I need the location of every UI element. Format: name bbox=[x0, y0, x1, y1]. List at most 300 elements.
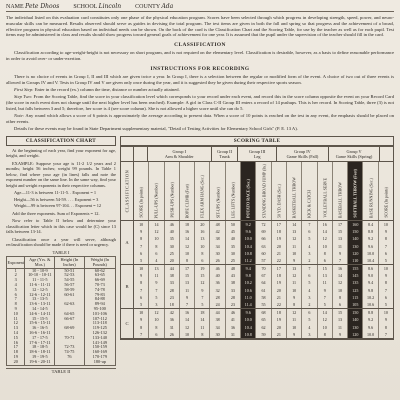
score-cell: 7 bbox=[302, 265, 317, 272]
score-cell: 110 bbox=[348, 257, 363, 264]
score-cell: 7 bbox=[384, 243, 387, 249]
score-cell: 7 bbox=[134, 331, 149, 338]
chart-p2: EXAMPLE: Suppose your age is 11-2 1/2 years and 2 months; height 56 inches; weight 99 pounds. In Table 1 below, find where your age (in lines) falls and note the exponent number on the same line. In the same way, find your height and weight exponents in their respective columns. bbox=[6, 160, 116, 188]
weight-cell: 79-83 bbox=[84, 293, 115, 298]
score-cell: 7 bbox=[333, 257, 348, 264]
score-cell: 65 bbox=[256, 316, 271, 323]
score-cell: 6 bbox=[149, 250, 164, 257]
score-cell: 10.2 bbox=[241, 279, 256, 286]
score-cell: 10 bbox=[287, 287, 302, 294]
score-cell: 8.8 bbox=[363, 309, 378, 316]
score-cell: 10 bbox=[333, 287, 348, 294]
score-cell: 23 bbox=[165, 294, 180, 301]
score-cell: 11 bbox=[333, 243, 348, 250]
column-header-2 bbox=[149, 162, 164, 220]
score-cell: 10 bbox=[134, 265, 149, 272]
score-cell: 9 bbox=[287, 294, 302, 301]
score-cell: 13 bbox=[318, 272, 333, 279]
column-header-label: STANDING BROAD JUMP (In.) bbox=[261, 163, 267, 218]
exponent-cell: 2 bbox=[7, 273, 25, 278]
score-cell: 11 bbox=[287, 316, 302, 323]
score-cell: 8 bbox=[195, 331, 210, 338]
weight-cell: 107-112 bbox=[84, 317, 115, 322]
score-cell: 10.8 bbox=[241, 250, 256, 257]
score-cell: 70 bbox=[256, 265, 271, 272]
score-cell: 10 bbox=[287, 324, 302, 331]
scoring-table-heading: SCORING TABLE bbox=[120, 136, 394, 146]
column-header-15 bbox=[348, 162, 363, 220]
score-cell: 9 bbox=[384, 273, 387, 279]
score-cell: 40 bbox=[210, 272, 225, 279]
score-cell: 18 bbox=[180, 221, 195, 228]
weight-cell: 84-88 bbox=[84, 297, 115, 302]
score-cell: 30 bbox=[210, 250, 225, 257]
score-cell: 30 bbox=[165, 243, 180, 250]
exponent-cell: 14 bbox=[7, 331, 25, 336]
score-cell: 11 bbox=[333, 324, 348, 331]
score-cell: 38 bbox=[210, 316, 225, 323]
score-cell: 10.6 bbox=[363, 301, 378, 308]
score-cell: 10 bbox=[149, 235, 164, 242]
group-row-spacer bbox=[121, 147, 134, 161]
exponent-cell: 13 bbox=[7, 326, 25, 331]
weight-cell: 101-106 bbox=[84, 312, 115, 317]
exponent-cell: 12 bbox=[7, 321, 25, 326]
column-header-16 bbox=[363, 162, 378, 220]
score-cell: 140 bbox=[348, 316, 363, 323]
score-cell: 10 bbox=[195, 243, 210, 250]
score-cell: 13 bbox=[333, 235, 348, 242]
exponent-cell: 11 bbox=[7, 317, 25, 322]
height-cell: 50-51 bbox=[55, 268, 84, 273]
score-cell: 17 bbox=[272, 221, 287, 228]
score-cell: 9.6 bbox=[363, 324, 378, 331]
score-cell: 6 bbox=[195, 257, 210, 264]
score-cell: 10 bbox=[383, 266, 388, 272]
score-cell: 10 bbox=[318, 243, 333, 250]
score-cell: 69 bbox=[256, 228, 271, 235]
score-cell: 18 bbox=[272, 228, 287, 235]
exponent-cell: 5 bbox=[7, 288, 25, 293]
score-cell: 7 bbox=[384, 331, 387, 337]
score-cell: 10 bbox=[287, 250, 302, 257]
score-cell: 8 bbox=[134, 235, 149, 242]
score-cell: 21 bbox=[272, 250, 287, 257]
score-cell: 9.8 bbox=[363, 287, 378, 294]
age-cell: 18-6 - 18-11 bbox=[25, 350, 55, 355]
score-cell: 19 bbox=[195, 265, 210, 272]
score-cell: 11 bbox=[195, 324, 210, 331]
score-cell: 32 bbox=[210, 287, 225, 294]
weight-cell: 60-62 bbox=[84, 268, 115, 273]
score-cell: 15 bbox=[195, 272, 210, 279]
score-cell: 135 bbox=[348, 279, 363, 286]
age-cell: 17-6 - 17-11 bbox=[25, 341, 55, 346]
score-row bbox=[134, 324, 393, 331]
column-header-14 bbox=[333, 162, 348, 220]
column-header-1 bbox=[134, 162, 149, 220]
score-cell: 12 bbox=[287, 235, 302, 242]
score-cell: 115 bbox=[348, 294, 363, 301]
score-cell: 25 bbox=[226, 257, 241, 264]
score-cell: 9 bbox=[134, 316, 149, 323]
score-cell: 43 bbox=[226, 272, 241, 279]
score-cell: 12 bbox=[287, 272, 302, 279]
table1-title: TABLE I bbox=[52, 249, 70, 255]
exponent-col-header: Exponent bbox=[7, 256, 25, 268]
weight-cell: 113-118 bbox=[84, 321, 115, 326]
score-cell: 14 bbox=[180, 316, 195, 323]
score-cell: 34 bbox=[210, 324, 225, 331]
note-label: Note: bbox=[14, 113, 25, 119]
score-cell: 16 bbox=[318, 221, 333, 228]
score-cell: 38 bbox=[210, 235, 225, 242]
group-score-spacer bbox=[134, 147, 148, 161]
score-cell: 9.8 bbox=[241, 272, 256, 279]
score-cell: 8 bbox=[384, 280, 387, 286]
column-header-13 bbox=[318, 162, 333, 220]
score-cell: 6 bbox=[302, 309, 317, 316]
score-cell: 22 bbox=[272, 301, 287, 308]
score-cell: 33 bbox=[165, 279, 180, 286]
instructions-p2 bbox=[6, 87, 394, 93]
age-cell: 12-6 - 12-11 bbox=[25, 293, 55, 298]
score-cell: 57 bbox=[256, 257, 271, 264]
score-cell: 8 bbox=[287, 301, 302, 308]
score-row bbox=[134, 228, 393, 235]
score-cell: 130 bbox=[348, 243, 363, 250]
weight-cell: 63-65 bbox=[84, 273, 115, 278]
score-cell: 14 bbox=[333, 272, 348, 279]
age-cell: 11 - 11-5 bbox=[25, 278, 55, 283]
score-cell: 10 bbox=[318, 324, 333, 331]
score-cell: 7 bbox=[149, 287, 164, 294]
score-cell: 60 bbox=[256, 250, 271, 257]
score-cell: 46 bbox=[210, 265, 225, 272]
column-header-label: PUSH-UPS (Number) bbox=[169, 182, 175, 218]
column-header-row bbox=[121, 162, 393, 221]
score-cell: 9 bbox=[287, 257, 302, 264]
column-header-9 bbox=[256, 162, 271, 220]
score-cell: 9.4 bbox=[363, 279, 378, 286]
column-header-label: ROPE CLIMB (Feet) bbox=[184, 183, 190, 218]
score-cell: 140 bbox=[348, 235, 363, 242]
age-cell: 10-10 - 10-11 bbox=[25, 273, 55, 278]
class-letter: A bbox=[121, 221, 134, 264]
score-cell: 20 bbox=[272, 287, 287, 294]
score-cell: 150 bbox=[348, 228, 363, 235]
score-cell: 20 bbox=[272, 243, 287, 250]
age-cell: 19-6 - 20-11 bbox=[25, 360, 55, 365]
score-cell: 5 bbox=[134, 301, 149, 308]
score-cell: 13 bbox=[287, 228, 302, 235]
score-cell: 5 bbox=[318, 301, 333, 308]
score-cell: 6 bbox=[384, 250, 387, 256]
score-row bbox=[134, 272, 393, 279]
step-two-text: From the Scoring Table, find the score in your classification level which corresponds to your record under each event, and record this in the score column opposite the event on your Record Card (the score in each event does not change until the next higher level has been reached). Example: A girl in Class C-II Group III enters a record of 14 pushups. This is her record. In Scoring Table, three (3) is not listed, but falls between 3 and 5; therefore, her score is 4 (see score column). She is not allowed a higher score until she can do 5. bbox=[6, 94, 394, 111]
score-cell: 14 bbox=[318, 309, 333, 316]
exponent-cell: 17 bbox=[7, 345, 25, 350]
score-cell: 7 bbox=[384, 287, 387, 293]
score-cell: 13 bbox=[333, 316, 348, 323]
score-cell: 15 bbox=[180, 272, 195, 279]
height-cell: 62-63 bbox=[55, 302, 84, 307]
score-cell: 44 bbox=[165, 265, 180, 272]
example-height: Height—56 is between 54-59. . . . Exponent = 3 bbox=[14, 196, 99, 202]
height-cell: 74-75 bbox=[55, 350, 84, 355]
score-cell: 12 bbox=[318, 235, 333, 242]
score-cell: 10.6 bbox=[241, 287, 256, 294]
chart-p3: Add the three exponents. Sum of Exponents = 12. bbox=[12, 210, 100, 216]
score-cell: 10.4 bbox=[241, 243, 256, 250]
score-cell: 8 bbox=[134, 324, 149, 331]
score-cell: 5 bbox=[149, 294, 164, 301]
school-value: Lincoln bbox=[98, 3, 122, 10]
weight-cell: 150-159 bbox=[84, 345, 115, 350]
score-row bbox=[134, 265, 393, 272]
score-cell: 150 bbox=[348, 309, 363, 316]
score-cell: 13 bbox=[195, 235, 210, 242]
score-cell: 10 bbox=[134, 309, 149, 316]
score-cell: 105 bbox=[348, 301, 363, 308]
weight-cell: 180-up bbox=[84, 360, 115, 365]
score-cell: 66 bbox=[256, 235, 271, 242]
age-cell: 13 - 13-5 bbox=[25, 297, 55, 302]
exponent-cell: 18 bbox=[7, 350, 25, 355]
instructions-p1: There is no choice of events in Group I, II and III which are given twice a year. In Group I, there is a selection between the regular or modified form of the event. A choice of two out of three events is allowed in Groups IV and V. Tests in Group IV and V are given only once during the year, and it is suggested they be given during their respective sports season. bbox=[6, 73, 394, 85]
score-cell: 145 bbox=[348, 272, 363, 279]
column-header-label: POTATO RACE (Sec.) bbox=[245, 178, 251, 218]
score-cell: 41 bbox=[226, 316, 241, 323]
score-cell: 9 bbox=[134, 272, 149, 279]
score-cell: 7 bbox=[302, 221, 317, 228]
score-cell: 3 bbox=[302, 294, 317, 301]
weight-cell: 119-125 bbox=[84, 326, 115, 331]
weight-cell: 141-149 bbox=[84, 341, 115, 346]
score-cell: 12 bbox=[318, 316, 333, 323]
score-row bbox=[134, 294, 393, 301]
column-header-label: SCORE (In points) bbox=[138, 187, 144, 218]
score-cell: 33 bbox=[226, 287, 241, 294]
score-cell: 8 bbox=[149, 324, 164, 331]
class-block-a bbox=[121, 221, 393, 265]
score-cell: 9 bbox=[134, 228, 149, 235]
score-cell: 9 bbox=[195, 287, 210, 294]
score-cell: 18 bbox=[272, 309, 287, 316]
score-cell: 11 bbox=[318, 279, 333, 286]
score-cell: 17 bbox=[333, 221, 348, 228]
score-cell: 6 bbox=[302, 272, 317, 279]
score-cell: 40 bbox=[165, 228, 180, 235]
score-cell: 7 bbox=[180, 301, 195, 308]
exponent-cell: 9 bbox=[7, 307, 25, 312]
score-cell: 8 bbox=[195, 250, 210, 257]
height-cell: 66-67 bbox=[55, 317, 84, 322]
score-cell: 6 bbox=[318, 257, 333, 264]
score-cell: 125 bbox=[348, 287, 363, 294]
county-field bbox=[135, 3, 173, 11]
score-cell: 26 bbox=[210, 257, 225, 264]
column-header-label: BASEBALL THROW bbox=[337, 181, 343, 218]
score-cell: 8.6 bbox=[363, 265, 378, 272]
weight-cell: 126-132 bbox=[84, 331, 115, 336]
score-cell: 45 bbox=[226, 228, 241, 235]
score-cell: 9 bbox=[333, 331, 348, 338]
score-cell: 19 bbox=[272, 279, 287, 286]
exponent-table bbox=[6, 256, 116, 366]
score-cell: 31 bbox=[226, 331, 241, 338]
score-cell: 12 bbox=[180, 324, 195, 331]
score-cell: 10 bbox=[134, 221, 149, 228]
column-header-label: FLEX ARM HANG (Sec.) bbox=[199, 175, 205, 218]
name-label: NAME bbox=[6, 4, 24, 10]
score-cell: 9 bbox=[384, 317, 387, 323]
intro-paragraph: The individual listed on this evaluation card constitutes only one phase of the physical education program. Scores have been selected through which progress in developing strength, speed, power, and neuro-muscular skills can be measured. Results observed should serve as guides in devising the total program. The test items are given in both the fall and spring so that progress and the achievement of a broad, effective program in physical education based on individual needs can be shown. On the back of the card is the Classification Chart and the Scoring Table, for use by the teacher as well as for each pupil. Test items may be administered in class and results should show progress toward general goals of achievement for one year. It is assumed that the pupil under the supervision of the teacher should fill in the card. bbox=[6, 15, 394, 38]
group-header-row bbox=[121, 147, 393, 162]
score-cell: 36 bbox=[210, 279, 225, 286]
score-cell: 11 bbox=[149, 272, 164, 279]
score-cell: 11 bbox=[287, 279, 302, 286]
group-score-spacer-right bbox=[380, 147, 393, 161]
score-cell: 34 bbox=[210, 243, 225, 250]
name-field bbox=[6, 3, 59, 11]
score-cell: 10.8 bbox=[241, 331, 256, 338]
instructions-p3 bbox=[6, 94, 394, 111]
score-cell: 42 bbox=[210, 228, 225, 235]
exponent-cell: 8 bbox=[7, 302, 25, 307]
exponent-cell: 16 bbox=[7, 341, 25, 346]
column-header-7 bbox=[226, 162, 241, 220]
column-header-5 bbox=[195, 162, 210, 220]
score-cell: 12 bbox=[180, 243, 195, 250]
bottom-columns bbox=[6, 136, 394, 374]
score-cell: 15 bbox=[318, 265, 333, 272]
score-cell: 6 bbox=[134, 250, 149, 257]
height-cell: 72-73 bbox=[55, 345, 84, 350]
score-cell: 5 bbox=[302, 235, 317, 242]
score-cell: 10.0 bbox=[363, 250, 378, 257]
score-cell: 18 bbox=[165, 301, 180, 308]
score-cell: 6 bbox=[134, 294, 149, 301]
score-cell: 44 bbox=[210, 309, 225, 316]
score-cell: 59 bbox=[256, 331, 271, 338]
score-cell: 15 bbox=[333, 228, 348, 235]
score-rows bbox=[121, 221, 393, 339]
score-cell: 42 bbox=[165, 309, 180, 316]
exponent-cell: 4 bbox=[7, 283, 25, 288]
score-cell: 9 bbox=[149, 279, 164, 286]
column-header-label: SIT-UPS (Number) bbox=[215, 186, 221, 218]
score-cell: 8 bbox=[384, 324, 387, 330]
score-cell: 5 bbox=[384, 257, 387, 263]
score-cell: 10.2 bbox=[363, 294, 378, 301]
instructions-p5: Details for these events may be found in State Department supplementary material, "Detail of Testing Activities for Elementary School Girls" (P. E. 13 A). bbox=[14, 126, 298, 132]
age-cell: 15-6 - 15-11 bbox=[25, 321, 55, 326]
score-row bbox=[134, 287, 393, 294]
score-cell: 20 bbox=[272, 324, 287, 331]
column-header-label: LEG LIFTS (Number) bbox=[230, 181, 236, 218]
weight-cell: 160-169 bbox=[84, 350, 115, 355]
score-cell: 10 bbox=[149, 316, 164, 323]
height-cell: 76 bbox=[55, 355, 84, 360]
classification-heading: CLASSIFICATION bbox=[174, 42, 226, 49]
score-cell: 36 bbox=[165, 316, 180, 323]
score-cell: 10 bbox=[383, 221, 388, 227]
score-cell: 10.4 bbox=[363, 257, 378, 264]
score-cell: 28 bbox=[210, 294, 225, 301]
column-header-label: KICK & CATCH bbox=[306, 189, 312, 218]
score-cell: 2 bbox=[302, 257, 317, 264]
score-cell: 11.2 bbox=[241, 257, 256, 264]
age-cell: 14-6 - 14-11 bbox=[25, 312, 55, 317]
score-cell: 26 bbox=[165, 331, 180, 338]
score-cell: 15 bbox=[333, 309, 348, 316]
exponent-table-row bbox=[7, 360, 116, 365]
county-label: COUNTY bbox=[135, 4, 160, 10]
table2-title: TABLE II bbox=[6, 368, 116, 374]
score-cell: 19 bbox=[272, 316, 287, 323]
score-cell: 9 bbox=[384, 229, 387, 235]
scoring-grid bbox=[120, 146, 394, 340]
score-cell: 9 bbox=[333, 250, 348, 257]
score-cell: 46 bbox=[165, 221, 180, 228]
score-cell: 21 bbox=[272, 294, 287, 301]
score-cell: 8 bbox=[333, 294, 348, 301]
height-cell: 58-59 bbox=[55, 288, 84, 293]
scoring-table bbox=[120, 136, 394, 361]
score-row bbox=[134, 331, 393, 338]
score-cell: 120 bbox=[348, 331, 363, 338]
classification-column-header bbox=[121, 162, 134, 220]
score-cell: 14 bbox=[180, 235, 195, 242]
score-cell: 14 bbox=[195, 316, 210, 323]
score-row bbox=[134, 257, 393, 264]
score-cell: 14 bbox=[318, 228, 333, 235]
score-cell: 20 bbox=[165, 257, 180, 264]
exponent-cell: 15 bbox=[7, 336, 25, 341]
height-cell: 56-57 bbox=[55, 283, 84, 288]
score-cell: 9.6 bbox=[363, 243, 378, 250]
class-letter: C bbox=[121, 309, 134, 338]
score-row bbox=[134, 235, 393, 242]
score-cell: 46 bbox=[226, 309, 241, 316]
score-cell: 9.0 bbox=[363, 272, 378, 279]
column-header-4 bbox=[180, 162, 195, 220]
score-cell: 17 bbox=[180, 265, 195, 272]
height-cell: 64-65 bbox=[55, 312, 84, 317]
score-cell: 6 bbox=[149, 331, 164, 338]
classification-chart-heading: CLASSIFICATION CHART bbox=[6, 136, 116, 146]
score-cell: 48 bbox=[226, 265, 241, 272]
score-cell: 9.6 bbox=[241, 309, 256, 316]
weight-cell: 74-78 bbox=[84, 288, 115, 293]
age-cell: 14 - 14-5 bbox=[25, 307, 55, 312]
score-cell: 30 bbox=[210, 331, 225, 338]
score-cell: 63 bbox=[256, 243, 271, 250]
score-cell: 24 bbox=[210, 301, 225, 308]
score-cell: 12 bbox=[287, 309, 302, 316]
score-cell: 8 bbox=[134, 279, 149, 286]
exponent-table-header bbox=[7, 256, 116, 268]
column-header-11 bbox=[287, 162, 302, 220]
chart-p5: Classification once a year will serve, although reclassification should be made if there is need or urgency. bbox=[6, 236, 116, 248]
score-cell: 7 bbox=[134, 243, 149, 250]
score-cell: 11.4 bbox=[241, 301, 256, 308]
class-block-c bbox=[121, 309, 393, 339]
group-header-1: Group I Arm & Shoulder bbox=[148, 147, 212, 161]
instructions-p4 bbox=[6, 113, 394, 125]
height-cell: 60-61 bbox=[55, 293, 84, 298]
